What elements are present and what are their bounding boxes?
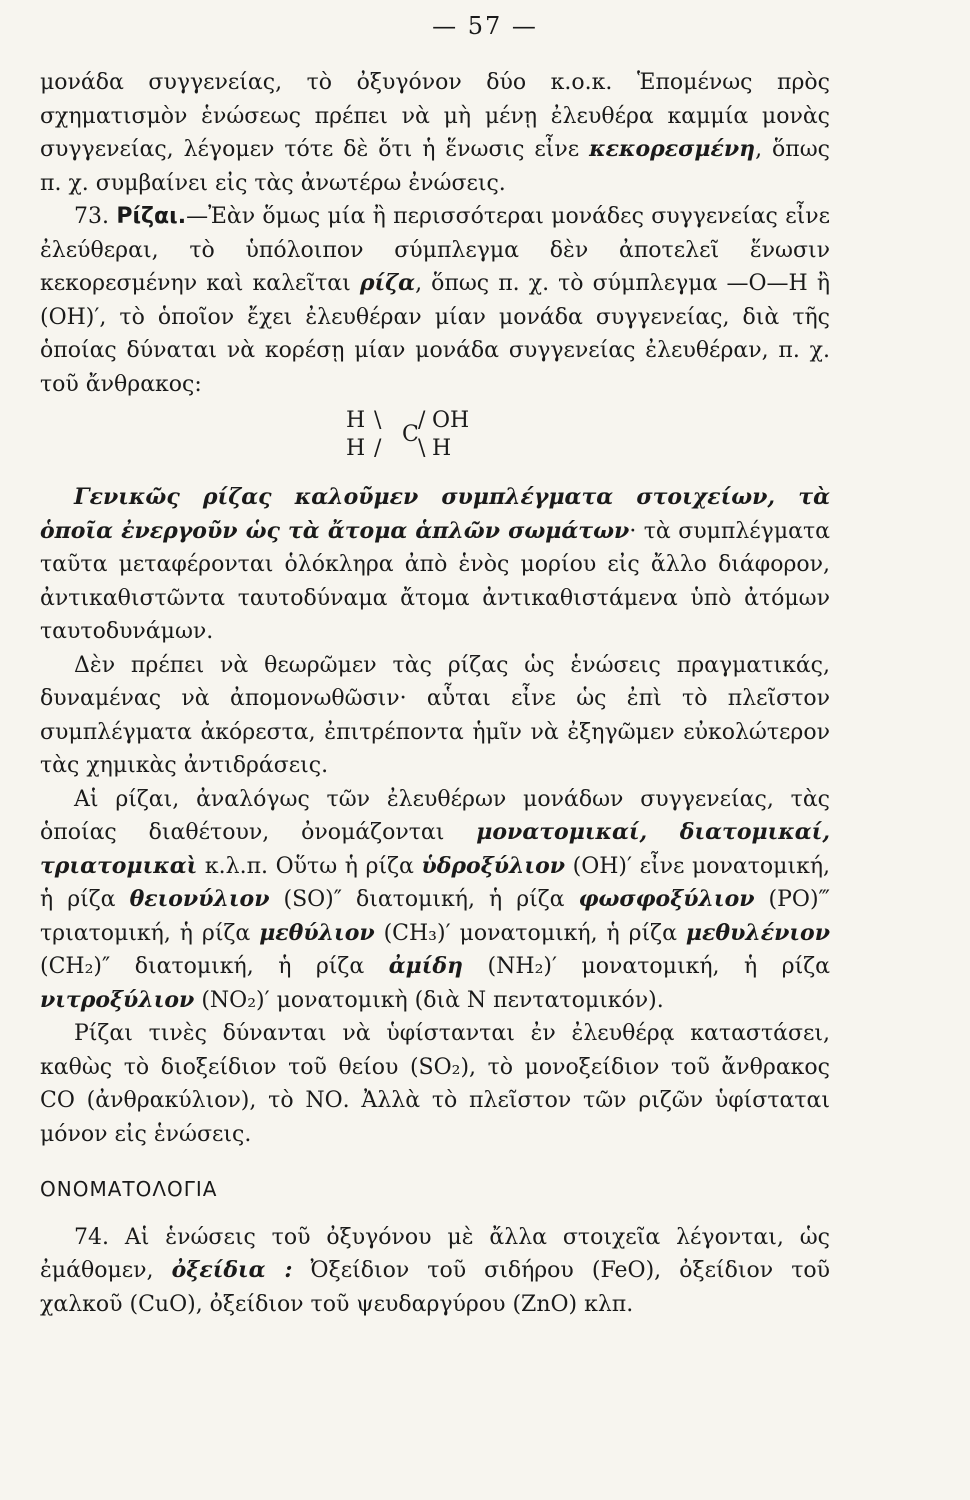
text-run: (CH₃)′ μονατομική, ἡ ρίζα	[374, 920, 686, 946]
emphasis-term: μεθύλιον	[259, 919, 375, 946]
text-run: (SO)″ διατομική, ἡ ρίζα	[269, 887, 579, 912]
emphasis-term: μονατομικαί, διατομικαί, τριατομικαὶ	[40, 819, 830, 879]
emphasis-term: ρίζα	[359, 270, 416, 296]
page-number: — 57 —	[432, 12, 538, 40]
formula-bond-top-left: \	[374, 408, 382, 433]
emphasis-term: ὑδροξύλιον	[421, 852, 566, 879]
paragraph: Ρίζαι τινὲς δύνανται νὰ ὑφίστανται ἐν ἐλευθέρᾳ καταστάσει, καθὼς τὸ διοξείδιον τοῦ θείου (SO₂), τὸ μονοξείδιον τοῦ ἄνθρακος CO (ἀνθρακύλιον), τὸ ΝΟ. Ἀλλὰ τὸ πλεῖστον τῶν ριζῶν ὑφίσταται μόνον εἰς ἑνώσεις.	[40, 1021, 830, 1147]
section-number: 73.	[74, 204, 109, 229]
emphasis-term: φωσφοξύλιον	[578, 886, 755, 912]
page-body	[40, 66, 830, 1321]
text-run: Ὀξείδιον τοῦ σιδήρου (FeO), ὀξείδιον τοῦ χαλκοῦ (CuO), ὀξείδιον τοῦ ψευδαργύρου (ZnO) κλπ.	[40, 1258, 830, 1317]
text-run: —Ἐὰν ὅμως μία ἢ περισσότεραι μονάδες συγγενείας εἶνε ἐλεύθεραι, τὸ ὑπόλοιπον σύμπλεγμα δὲν ἀποτελεῖ ἕνωσιν κεκορεσμένην καὶ καλεῖται	[40, 204, 830, 296]
emphasis-term: θειονύλιον	[129, 886, 270, 912]
paragraph-definition	[40, 481, 830, 649]
paragraph-73	[40, 200, 830, 401]
text-run: (NO₂)′ μονατομικὴ (διὰ Ν πεντατομικόν).	[194, 987, 664, 1013]
section-heading: Ρίζαι.	[116, 204, 187, 229]
paragraph	[40, 66, 830, 200]
formula-bond-bottom-right: \	[418, 436, 426, 461]
paragraph-radicals	[40, 783, 830, 1018]
text-run: 74. Αἱ ἑνώσεις τοῦ ὀξυγόνου μὲ ἄλλα στοιχεῖα λέγονται, ὡς ἐμάθομεν,	[40, 1224, 830, 1283]
emphasis-term: ὀξείδια :	[171, 1257, 293, 1283]
section-title: ΟΝΟΜΑΤΟΛΟΓΙΑ	[40, 1177, 218, 1201]
formula-bond-top-right: /	[418, 408, 426, 433]
formula-h-bottom-right: H	[432, 436, 452, 461]
text-run: Αἱ ρίζαι, ἀναλόγως τῶν ἐλευθέρων μονάδων συγγενείας, τὰς ὁποίας διαθέτουν, ὀνομάζονται	[40, 786, 830, 845]
structural-formula-methanol	[40, 401, 830, 467]
emphasis-definition: Γενικῶς ρίζας καλοῦμεν συμπλέγματα στοιχείων, τὰ ὁποῖα ἐνεργοῦν ὡς τὰ ἄτομα ἁπλῶν σωμάτων	[40, 484, 830, 544]
paragraph-74	[40, 1221, 830, 1322]
formula-carbon: C	[402, 422, 419, 447]
emphasis-term: νιτροξύλιον	[40, 986, 195, 1013]
text-run: κ.λ.π. Οὕτω ἡ ρίζα	[197, 853, 422, 879]
formula-h-top-left: H	[346, 408, 366, 433]
text-run: (NH₂)′ μονατομική, ἡ ρίζα	[463, 954, 830, 979]
emphasis-term: κεκορεσμένη	[589, 136, 756, 162]
formula-h-bottom-left: H	[346, 436, 366, 461]
text-run: (CH₂)″ διατομική, ἡ ρίζα	[40, 954, 389, 979]
text-run: μονάδα συγγενείας, τὸ ὀξυγόνον δύο κ.ο.κ. Ἑπομένως πρὸς σχηματισμὸν ἑνώσεως πρέπει νὰ μὴ μένῃ ἐλευθέρα καμμία μονὰς συγγενείας, λέγομεν τότε δὲ ὅτι ἡ ἕνωσις εἶνε	[40, 70, 830, 162]
text-run: , ὅπως π. χ. συμβαίνει εἰς τὰς ἀνωτέρω ἐνώσεις.	[40, 137, 831, 196]
formula-oh: OH	[432, 408, 470, 433]
text-run: (PO)‴ τριατομική, ἡ ρίζα	[40, 887, 830, 946]
text-run: (ΟΗ)′ εἶνε μονατομική, ἡ ρίζα	[40, 853, 831, 912]
text-run: , ὅπως π. χ. τὸ σύμπλεγμα —Ο—Η ἢ (ΟΗ)′, τὸ ὁποῖον ἔχει ἐλευθέραν μίαν μονάδα συγγενείας, διὰ τῆς ὁποίας δύναται νὰ κορέσῃ μίαν μονάδα συγγενείας ἐλευθέραν, π. χ. τοῦ ἄνθρακος:	[40, 271, 830, 397]
text-run: · τὰ συμπλέγματα ταῦτα μεταφέρονται ὁλόκληρα ἀπὸ ἑνὸς μορίου εἰς ἄλλο διάφορον, ἀντικαθιστῶντα ταυτοδύναμα ἄτομα ἀντικαθιστάμενα ὑπὸ ἀτόμων ταυτοδυνάμων.	[40, 518, 831, 644]
emphasis-term: μεθυλένιον	[685, 919, 830, 946]
formula-bond-bottom-left: /	[374, 436, 382, 461]
emphasis-term: ἀμίδη	[388, 953, 464, 979]
paragraph: Δὲν πρέπει νὰ θεωρῶμεν τὰς ρίζας ὡς ἑνώσεις πραγματικάς, δυναμένας νὰ ἀπομονωθῶσιν· αὗται εἶνε ὡς ἐπὶ τὸ πλεῖστον συμπλέγματα ἀκόρεστα, ἐπιτρέποντα ἡμῖν νὰ ἐξηγῶμεν εὐκολώτερον τὰς χημικὰς ἀντιδράσεις.	[40, 652, 830, 778]
